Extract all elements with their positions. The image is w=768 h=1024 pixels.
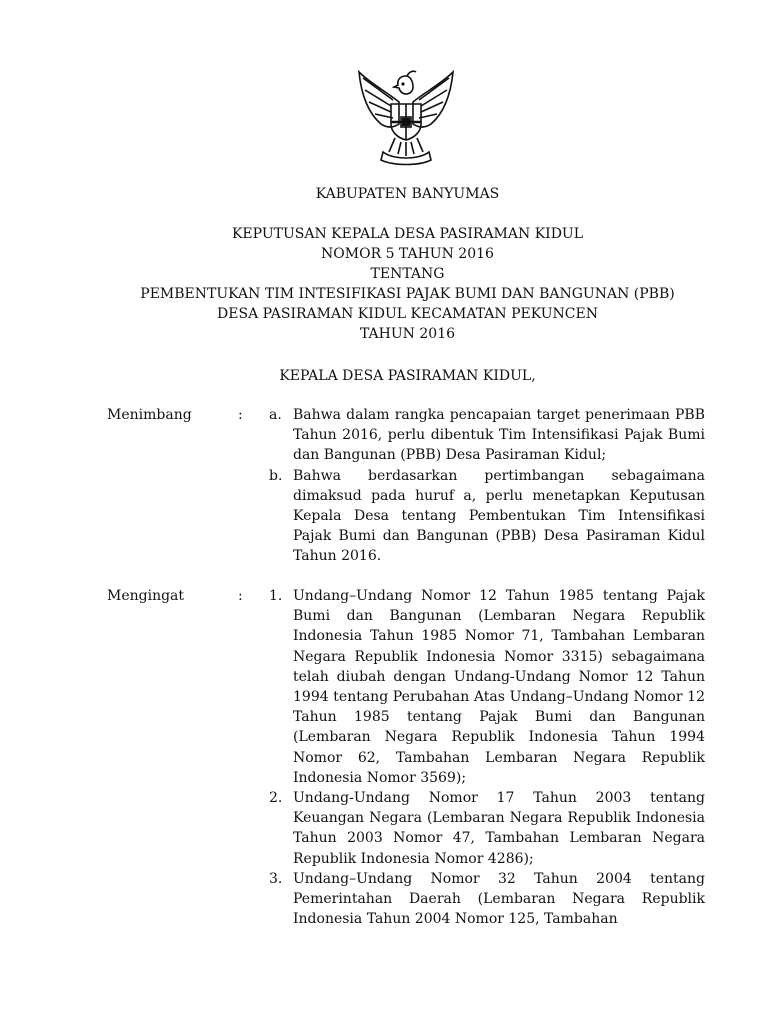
mengingat-item (107, 586, 705, 788)
decree-subject-line-2: DESA PASIRAMAN KIDUL KECAMATAN PEKUNCEN (217, 306, 598, 322)
decree-title: KEPUTUSAN KEPALA DESA PASIRAMAN KIDUL (231, 226, 584, 242)
menimbang-colon: : (238, 407, 243, 423)
menimbang-item (107, 405, 705, 466)
mengingat-colon: : (238, 588, 243, 604)
decree-subject-line-1: PEMBENTUKAN TIM INTESIFIKASI PAJAK BUMI DAN BANGUNAN (PBB) (140, 286, 675, 302)
decree-year: TAHUN 2016 (359, 326, 456, 342)
regency-title: KABUPATEN BANYUMAS (315, 186, 500, 202)
authority-line: KEPALA DESA PASIRAMAN KIDUL, (279, 368, 536, 384)
menimbang-label: Menimbang (107, 407, 192, 423)
mengingat-item (107, 788, 705, 869)
menimbang-section (107, 405, 705, 567)
item-marker: 1. (269, 588, 283, 604)
garuda-emblem-icon (353, 62, 459, 170)
item-marker: 2. (269, 790, 283, 807)
item-marker: 3. (269, 870, 283, 887)
mengingat-label: Mengingat (107, 588, 185, 604)
mengingat-section (107, 586, 705, 929)
mengingat-item (107, 869, 705, 930)
item-marker: b. (269, 467, 283, 484)
item-text: Undang–Undang Nomor 32 Tahun 2004 tentang Pemerintahan Daerah (Lembaran Negara Republik Indonesia Tahun 2004 Nomor 125, Tambahan (293, 870, 705, 928)
decree-title-block (0, 224, 768, 344)
item-text: Undang–Undang Nomor 12 Tahun 1985 tentang Pajak Bumi dan Bangunan (Lembaran Negara Republik Indonesia Tahun 1985 Nomor 71, Tambahan Lembaran Negara Republik Indonesia Nomor 3315) sebagaimana telah diubah dengan Undang-Undang Nomor 12 Tahun 1994 tentang Perubahan Atas Undang–Undang Nomor 12 Tahun 1985 tentang Pajak Bumi dan Bangunan (Lembaran Negara Republik Indonesia Tahun 1994 Nomor 62, Tambahan Lembaran Negara Republik Indonesia Nomor 3569); (293, 588, 705, 786)
decree-number: NOMOR 5 TAHUN 2016 (321, 246, 494, 262)
item-text: Bahwa dalam rangka pencapaian target penerimaan PBB Tahun 2016, perlu dibentuk Tim Intensifikasi Pajak Bumi dan Bangunan (PBB) Desa Pasiraman Kidul; (293, 407, 705, 464)
menimbang-item (107, 466, 705, 567)
item-text: Bahwa berdasarkan pertimbangan sebagaimana dimaksud pada huruf a, perlu menetapkan Keputusan Kepala Desa tentang Pembentukan Tim Intensifikasi Pajak Bumi dan Bangunan (PBB) Desa Pasiraman Kidul Tahun 2016. (293, 467, 705, 565)
decree-about: TENTANG (370, 266, 445, 282)
item-marker: a. (269, 407, 282, 423)
item-text: Undang-Undang Nomor 17 Tahun 2003 tentang Keuangan Negara (Lembaran Negara Republik Indonesia Tahun 2003 Nomor 47, Tambahan Lembaran Negara Republik Indonesia Nomor 4286); (293, 790, 705, 867)
